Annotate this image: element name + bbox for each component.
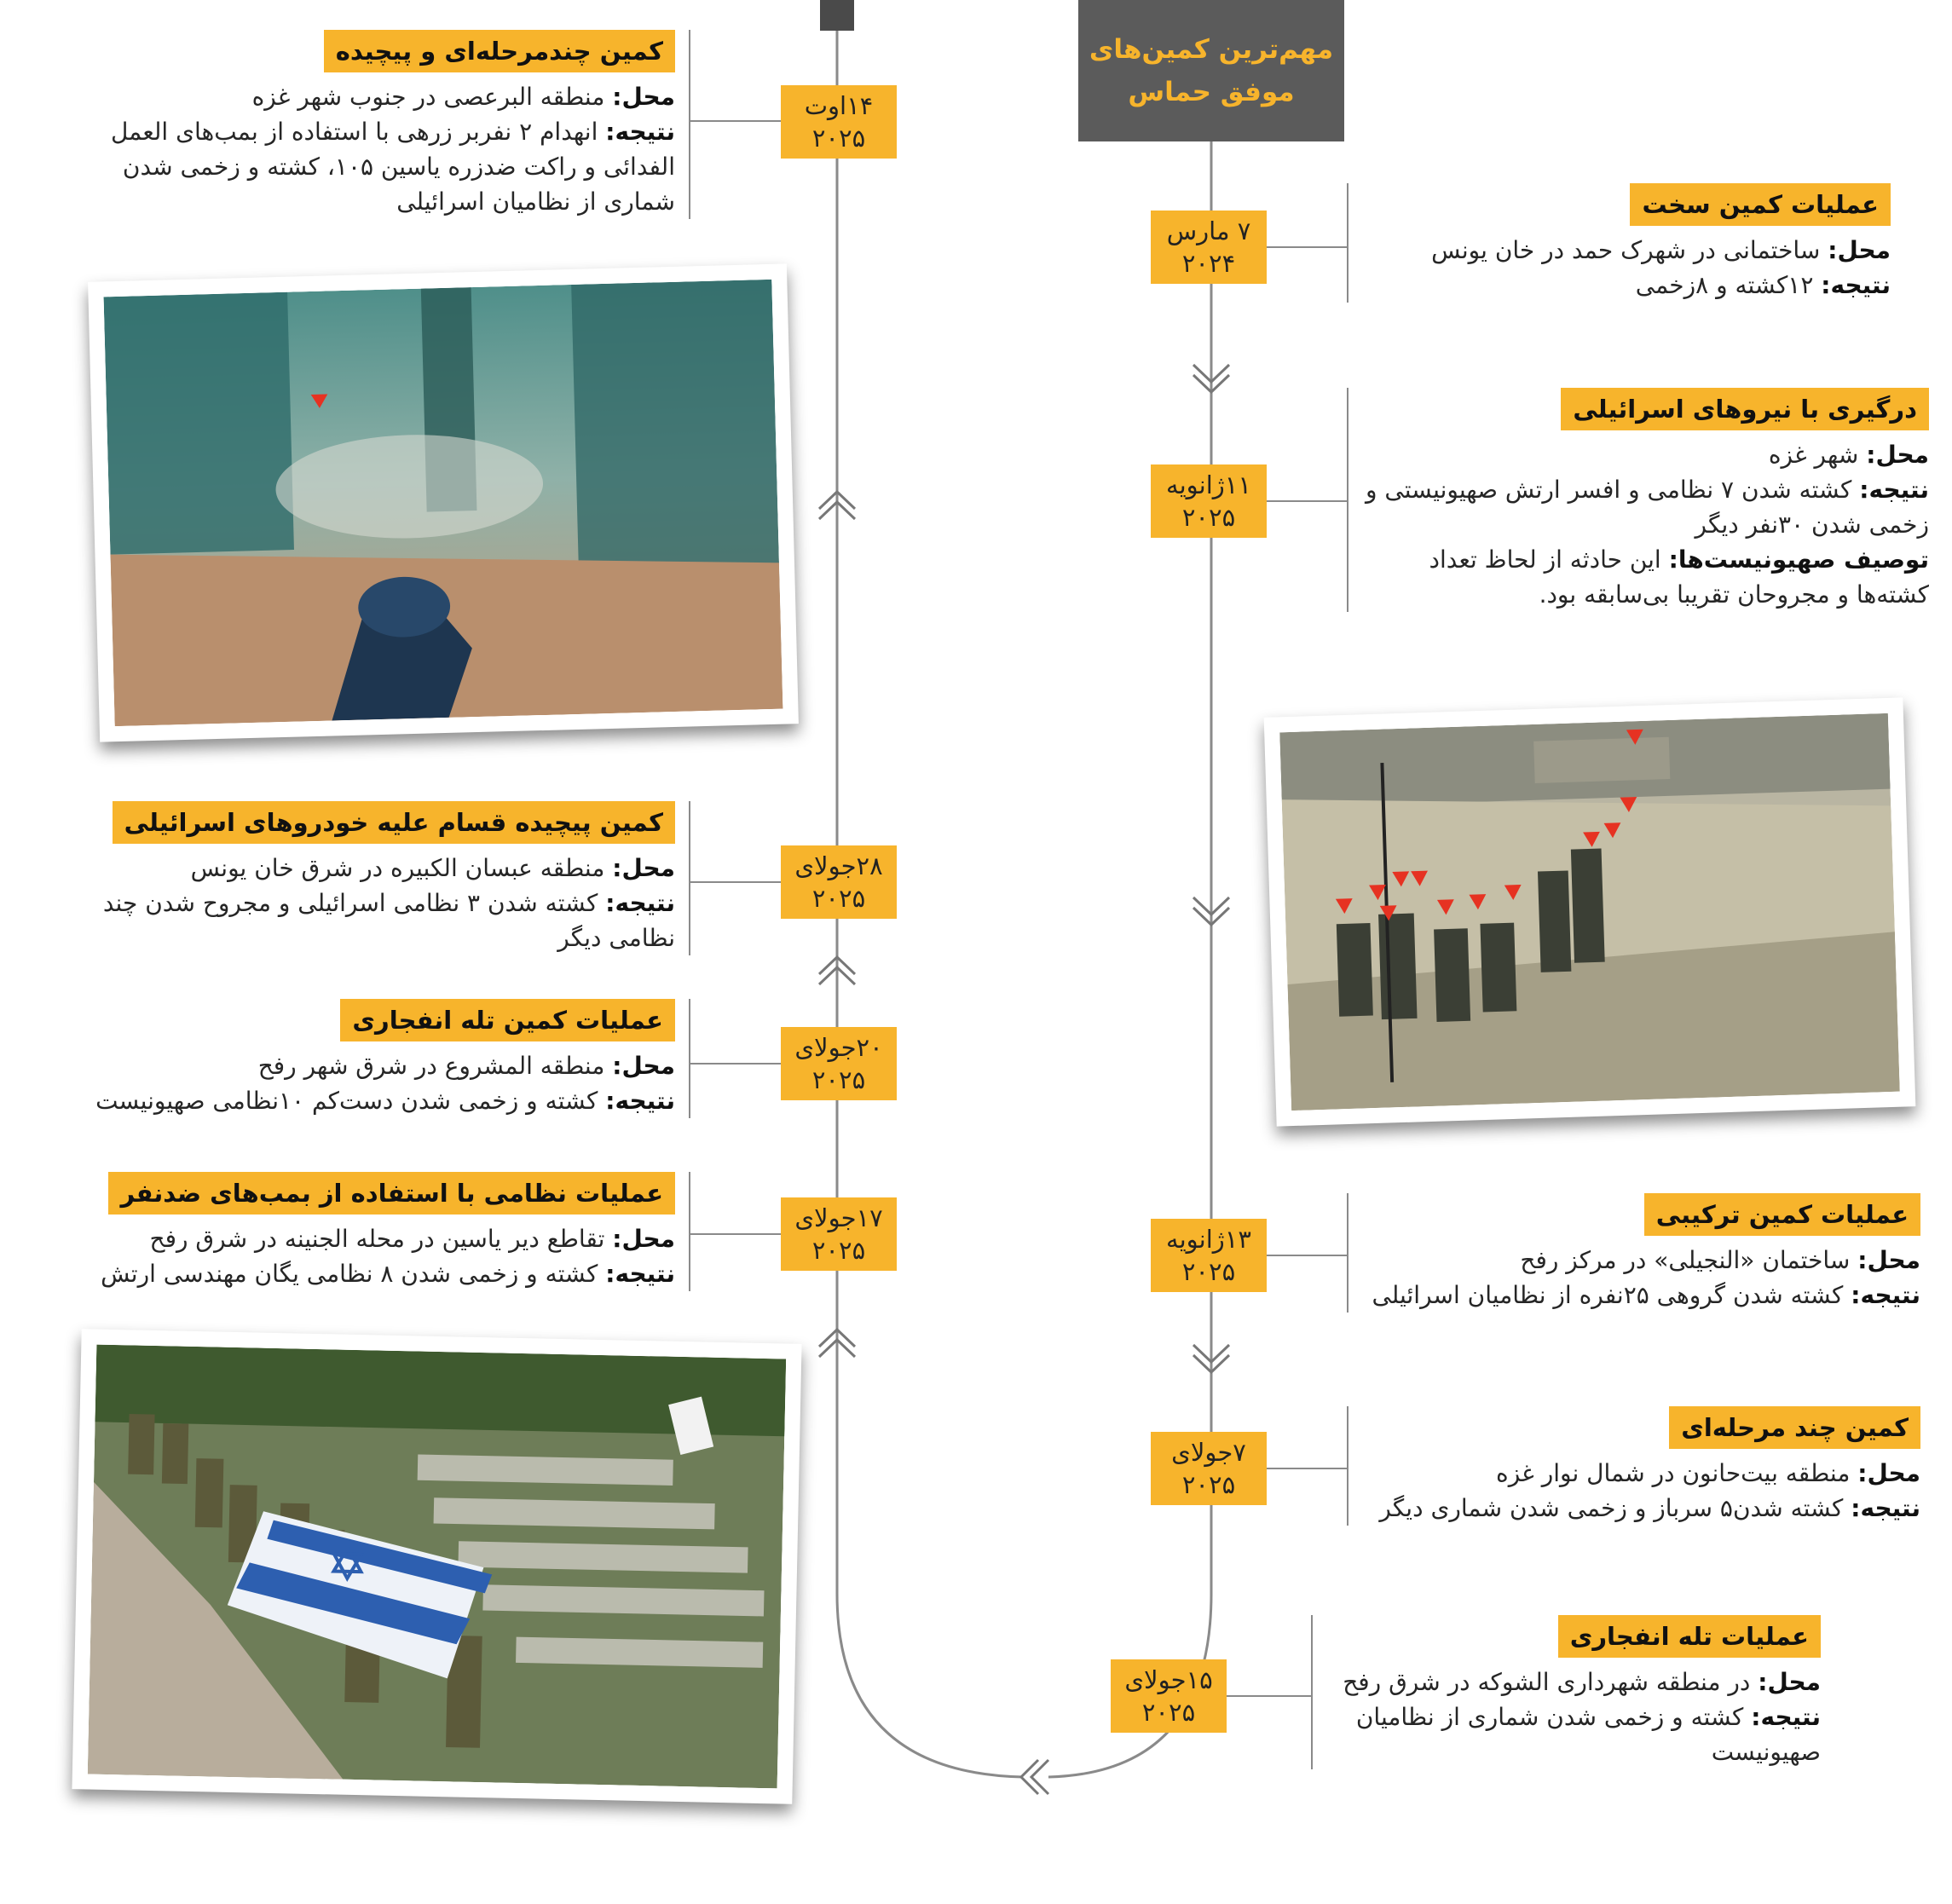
event-title: عملیات تله انفجاری (1558, 1615, 1821, 1658)
date-badge: ۲۸جولای ۲۰۲۵ (781, 845, 897, 919)
event-location: محل: منطقه بیت‌حانون در شمال نوار غزه (1496, 1459, 1920, 1487)
event-result: نتیجه: کشته شدن ۳ نظامی اسرائیلی و مجروح شدن چند نظامی دیگر (102, 889, 675, 952)
event-card (1347, 1406, 1920, 1526)
event-card (94, 30, 690, 219)
top-bar-marker (820, 0, 854, 31)
event-result: نتیجه: کشته شدن ۷ نظامی و افسر ارتش صهیونیستی و زخمی شدن ۳۰نفر دیگر (1365, 476, 1929, 539)
event-location: محل: منطقه المشروع در شرق شهر رفح (257, 1052, 675, 1080)
photo-funeral (72, 1329, 801, 1804)
event-result: نتیجه: کشته و زخمی شدن دست‌کم ۱۰نظامی صهیونیست (95, 1087, 675, 1115)
right-timeline-line (1048, 141, 1211, 1777)
event-result: نتیجه: کشته شدن گروهی ۲۵نفره از نظامیان اسرائیلی (1372, 1281, 1920, 1309)
event-location: محل: شهر غزه (1768, 441, 1929, 469)
event-title: عملیات نظامی با استفاده از بمب‌های ضدنفر (108, 1172, 675, 1215)
photo-funeral-image (88, 1345, 786, 1789)
event-title: عملیات کمین تله انفجاری (340, 999, 675, 1041)
date-badge: ۷ مارس ۲۰۲۴ (1151, 211, 1267, 284)
event-location: محل: در منطقه شهرداری الشوکه در شرق رفح (1343, 1668, 1821, 1696)
date-badge: ۷جولای ۲۰۲۵ (1151, 1432, 1267, 1505)
event-title: کمین چندمرحله‌ای و پیچیده (324, 30, 675, 72)
event-card (85, 801, 690, 955)
event-description: توصیف صهیونیست‌ها: این حادثه از لحاظ تعداد کشته‌ها و مجروحان تقریبا بی‌سابقه بود. (1429, 545, 1929, 609)
title-line-2: موفق حماس (1128, 77, 1295, 107)
event-location: محل: ساختمانی در شهرک حمد در خان یونس (1431, 236, 1891, 264)
event-title: عملیات کمین ترکیبی (1644, 1193, 1920, 1236)
event-location: محل: منطقه عبسان الکبیره در شرق خان یونس (190, 854, 675, 882)
event-card (68, 999, 690, 1118)
event-result: نتیجه: کشته و زخمی شدن ۸ نظامی یگان مهندسی ارتش (101, 1260, 675, 1288)
date-badge: ۱۳ژانویه ۲۰۲۵ (1151, 1219, 1267, 1292)
date-badge: ۱۱ژانویه ۲۰۲۵ (1151, 464, 1267, 538)
photo-soldiers-targets (1264, 697, 1916, 1126)
event-result: نتیجه: کشته و زخمی شدن شماری از نظامیان صهیونیست (1355, 1703, 1821, 1766)
event-location: محل: منطقه البرعصی در جنوب شهر غزه (251, 83, 675, 111)
page-title (1078, 0, 1344, 141)
event-card (1347, 388, 1929, 612)
date-badge: ۲۰جولای ۲۰۲۵ (781, 1027, 897, 1100)
event-result: نتیجه: کشته شدن۵ سرباز و زخمی شدن شماری دیگر (1379, 1494, 1920, 1522)
event-location: محل: تقاطع دیر یاسین در محله الجنینه در شرق رفح (149, 1225, 675, 1253)
photo-soldiers-targets-image (1279, 713, 1900, 1111)
photo-ambush-forest-image (104, 280, 783, 726)
date-badge: ۱۵جولای ۲۰۲۵ (1111, 1659, 1227, 1733)
event-result: نتیجه: ۱۲کشته و ۸زخمی (1635, 271, 1891, 299)
event-card (68, 1172, 690, 1291)
event-card (1347, 183, 1891, 303)
chevron-left-icon (1021, 1760, 1048, 1794)
event-title: عملیات کمین سخت (1630, 183, 1891, 226)
event-title: درگیری با نیروهای اسرائیلی (1561, 388, 1929, 430)
title-line-1: مهم‌ترین کمین‌های (1089, 34, 1334, 65)
date-badge: ۱۴اوت ۲۰۲۵ (781, 85, 897, 159)
event-card (1347, 1193, 1920, 1313)
event-card (1311, 1615, 1821, 1769)
photo-ambush-forest (88, 263, 799, 741)
event-title: کمین چند مرحله‌ای (1669, 1406, 1920, 1449)
event-result: نتیجه: انهدام ۲ نفربر زرهی با استفاده از بمب‌های العمل الفدائی و راکت ضدزره یاسین ۱۰۵، کشته و زخمی شدن شماری از نظامیان اسرائیلی (110, 118, 675, 216)
event-location: محل: ساختمان «النجیلی» در مرکز رفح (1520, 1246, 1920, 1274)
event-title: کمین پیچیده قسام علیه خودروهای اسرائیلی (113, 801, 675, 844)
date-badge: ۱۷جولای ۲۰۲۵ (781, 1197, 897, 1271)
